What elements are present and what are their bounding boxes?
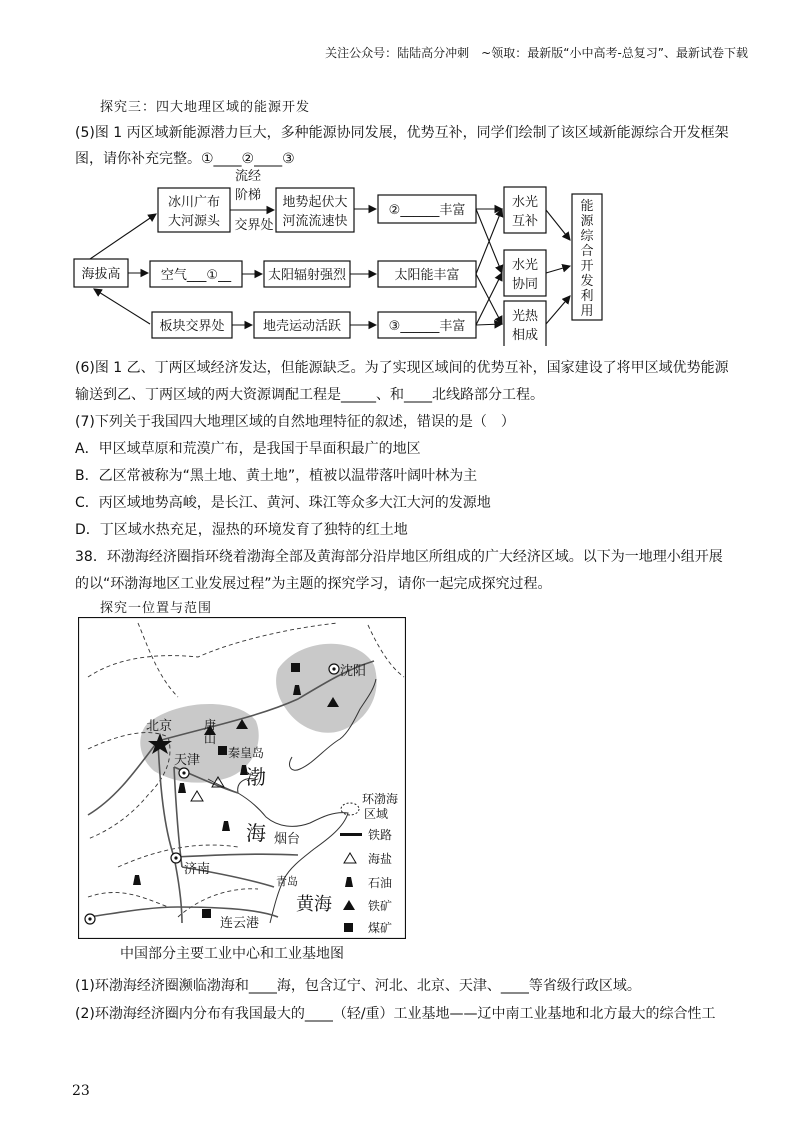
- flow-combo3-line1: 光热: [511, 309, 539, 324]
- city-tianjin-label: 天津: [174, 753, 201, 768]
- industrial-map: [78, 617, 406, 939]
- sea-bohai-label-2: 海: [246, 821, 266, 845]
- flow-combo1-line2: 互补: [511, 214, 539, 229]
- legend-iron-label: 铁矿: [368, 899, 393, 913]
- flow-bot-box3-text: ③______丰富: [388, 319, 466, 334]
- coal-mine-icon: [291, 663, 300, 672]
- city-beijing-label: 北京: [146, 719, 173, 734]
- flow-bot-box1-text: 板块交界处: [159, 319, 225, 334]
- city-jinan-label: 济南: [184, 862, 211, 877]
- q5-line-2: 图，请你补充完整。①____②____③: [75, 151, 295, 167]
- flow-top-box2-line2: 河流流速快: [282, 214, 348, 229]
- section-3-title: 探究三：四大地理区域的能源开发: [100, 100, 311, 115]
- city-lianyungang-label: 连云港: [220, 916, 260, 931]
- q7-option-c: C．丙区域地势高峻，是长江、黄河、珠江等众多大江大河的发源地: [75, 495, 491, 511]
- page-number: 23: [72, 1083, 90, 1099]
- legend-coal-icon: [344, 923, 353, 932]
- flow-edge-label-1: 流经: [234, 169, 262, 184]
- q6-line-2: 输送到乙、丁两区域的两大资源调配工程是_____、和____北线路部分工程。: [75, 387, 544, 403]
- city-tangshan-label-2: 山: [204, 732, 217, 746]
- q7-option-a: A．甲区域草原和荒漠广布，是我国于旱面积最广的地区: [75, 441, 421, 457]
- flow-combo3-line2: 相成: [511, 328, 539, 343]
- legend-railway-icon: [340, 833, 362, 836]
- flow-final-text: 能源综合开发利用: [580, 199, 594, 319]
- q6-line-1: (6)图 1 乙、丁两区域经济发达，但能源缺乏。为了实现区域间的优势互补，国家建设了将甲区域优势能源: [75, 360, 729, 376]
- legend-railway-label: 铁路: [368, 828, 393, 842]
- coal-mine-icon: [218, 746, 227, 755]
- flow-mid-box1-text: 空气___①__: [160, 268, 232, 283]
- city-qinhuangdao-label: 秦皇岛: [228, 746, 265, 760]
- legend-salt-label: 海盐: [368, 852, 393, 866]
- sea-huanghai-label: 黄海: [296, 894, 332, 915]
- legend-region-label-2: 区域: [364, 807, 389, 821]
- legend-coal-label: 煤矿: [368, 921, 393, 935]
- flow-top-box1-line2: 大河源头: [167, 214, 221, 229]
- flow-top-box1-line1: 冰川广布: [167, 195, 221, 210]
- flow-mid-box3-text: 太阳能丰富: [394, 268, 460, 283]
- city-shenyang-label: 沈阳: [340, 664, 367, 679]
- energy-flow-chart: [70, 166, 610, 346]
- sub-question-1: (1)环渤海经济圈濒临渤海和____海，包含辽宁、河北、北京、天津、____等省级行政区域。: [75, 978, 641, 994]
- flow-top-box2-line1: 地势起伏大: [282, 195, 348, 210]
- coal-mine-icon: [202, 909, 211, 918]
- q38-line-2: 的以“环渤海地区工业发展过程”为主题的探究学习，请你一起完成探究过程。: [75, 576, 552, 592]
- q7-stem: (7)下列关于我国四大地理区域的自然地理特征的叙述，错误的是（ ）: [75, 414, 515, 430]
- page-header: 关注公众号：陆陆高分冲刺 ~领取：最新版“小中高考-总复习”、最新试卷下载: [325, 46, 748, 60]
- flow-combo2-line1: 水光: [511, 258, 539, 273]
- q38-line-1: 38．环渤海经济圈指环绕着渤海全部及黄海部分沿岸地区所组成的广大经济区域。以下为一地理小组开展: [75, 549, 723, 565]
- city-tangshan-label-1: 唐: [204, 718, 217, 732]
- flow-combo1-line1: 水光: [511, 195, 539, 210]
- flow-combo2-line2: 协同: [511, 277, 539, 292]
- city-qingdao-label: 青岛: [276, 875, 298, 888]
- flow-source-text: 海拔高: [81, 267, 121, 282]
- flow-edge-label-3: 交界处: [234, 218, 274, 233]
- legend-region-label-1: 环渤海: [362, 792, 399, 806]
- map-caption: 中国部分主要工业中心和工业基地图: [120, 946, 344, 962]
- sub-question-2: (2)环渤海经济圈内分布有我国最大的____（轻/重）工业基地——辽中南工业基地和北方最大的综合性工: [75, 1006, 716, 1022]
- q7-option-d: D．丁区域水热充足，湿热的环境发育了独特的红土地: [75, 522, 408, 538]
- sea-bohai-label-1: 渤: [246, 765, 266, 789]
- flow-edge-label-2: 阶梯: [234, 188, 262, 203]
- flow-top-box3-text: ②______丰富: [388, 203, 466, 218]
- flow-bot-box2-text: 地壳运动活跃: [262, 319, 342, 334]
- legend-oil-label: 石油: [368, 876, 393, 890]
- flow-mid-box2-text: 太阳辐射强烈: [267, 268, 347, 283]
- q7-option-b: B．乙区常被称为“黑土地、黄土地”，植被以温带落叶阔叶林为主: [75, 468, 478, 484]
- city-yantai-label: 烟台: [274, 832, 301, 847]
- section-1-title: 探究一位置与范围: [100, 601, 213, 616]
- q5-line-1: (5)图 1 丙区域新能源潜力巨大，多种能源协同发展，优势互补，同学们绘制了该区域新能源综合开发框架: [75, 125, 729, 141]
